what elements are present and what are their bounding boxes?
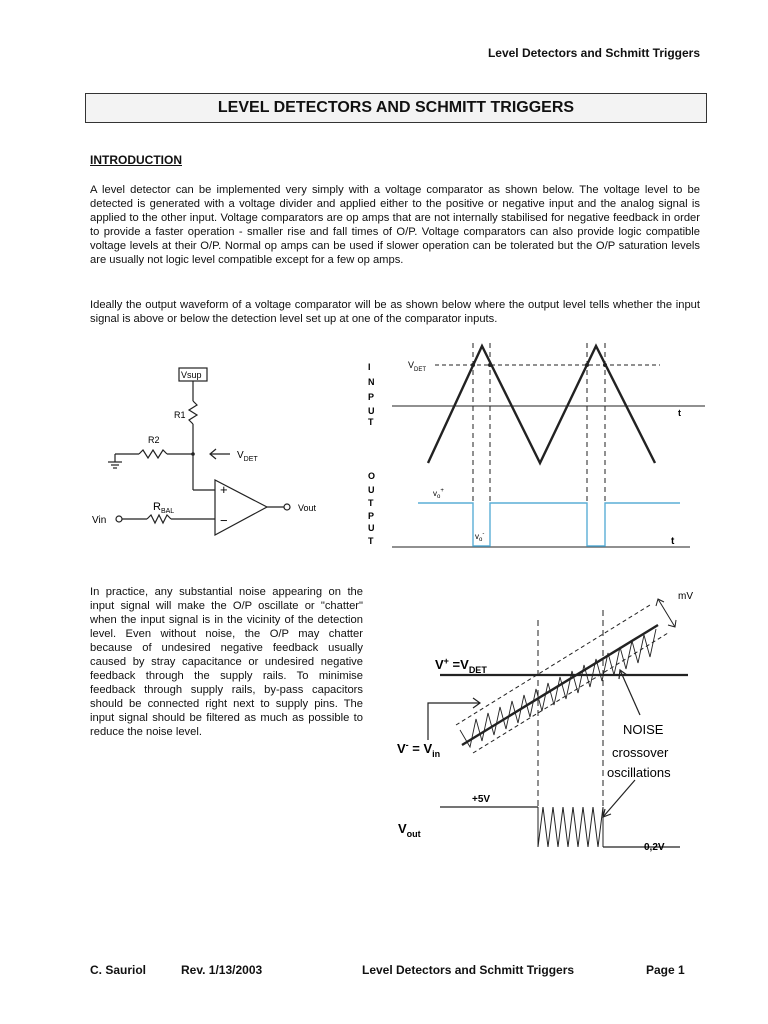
input-output-waveform	[360, 338, 720, 553]
vout-label: Vout	[298, 503, 317, 513]
noise-chatter-diagram	[390, 585, 710, 865]
footer-revision: Rev. 1/13/2003	[181, 963, 263, 977]
vout-chatter	[538, 807, 603, 847]
input-letter: U	[368, 406, 375, 416]
crossover-label: crossover	[612, 745, 669, 760]
triangle-input-signal	[428, 346, 655, 463]
noise-paragraph: In practice, any substantial noise appearing on the input signal will make the O/P oscillate or "chatter" when the input signal is in the vicinity of the detection level. Even without noise, the O/P may chatter because of undesired negative feedback usually caused by stray capacitance or undesired negative feedback through the supply rails. To minimise feedback through supply rails, by-pass capacitors should be connected right next to supply pins. The input signal should be filtered as much as possible to reduce the noise level.	[90, 586, 363, 738]
vo-plus-label: $v_o^+$	[433, 488, 444, 500]
output-t-label: t	[671, 536, 675, 547]
vo-minus-label: $v_o^-$	[475, 531, 485, 543]
noise-label: NOISE	[623, 722, 664, 737]
page-title	[85, 93, 707, 123]
r2-resistor	[139, 450, 167, 458]
input-letter: N	[368, 377, 375, 387]
comparator-circuit-diagram	[85, 355, 345, 545]
footer-title: Level Detectors and Schmitt Triggers	[362, 963, 575, 977]
r1-label: R1	[174, 410, 186, 420]
vplus-label: $V^+ =V_{DET}$	[435, 656, 487, 675]
rbal-label: $R_{BAL}$	[153, 501, 175, 515]
footer-page: Page 1	[646, 963, 685, 977]
output-letter: U	[368, 485, 375, 495]
rbal-resistor	[147, 515, 171, 523]
output-letter: T	[368, 536, 374, 546]
plus-input-sign: +	[220, 482, 228, 497]
input-letter: P	[368, 392, 375, 402]
comparator-output-signal	[418, 503, 680, 546]
input-t-label: t	[678, 408, 681, 418]
output-letter: U	[368, 523, 375, 533]
r1-resistor	[189, 401, 197, 424]
vsup-label: Vsup	[181, 370, 202, 380]
output-letter: T	[368, 498, 374, 508]
running-header: Level Detectors and Schmitt Triggers	[487, 46, 700, 60]
minus-input-sign: −	[220, 513, 228, 528]
plus5v-label: +5V	[472, 794, 491, 805]
vdet-label: $V_{DET}$	[237, 450, 258, 463]
r2-label: R2	[148, 435, 160, 445]
input-letter: T	[368, 417, 374, 427]
vout-label: $V_{out}$	[398, 821, 421, 839]
mv-label: mV	[678, 591, 693, 602]
vout-terminal[interactable]	[284, 504, 290, 510]
input-letter: I	[368, 362, 371, 372]
footer-author: C. Sauriol	[90, 963, 147, 977]
vminus-label: $V^- = V_{in}$	[397, 740, 441, 759]
intro-paragraph-2: Ideally the output waveform of a voltage comparator will be as shown below where the output level tells whether the input signal is above or below the detection level set up at one of the comparator inputs.	[90, 299, 700, 325]
vin-label: Vin	[92, 515, 107, 526]
vdet-wave-label: $V_{DET}$	[408, 360, 427, 373]
low-level-label: 0,2V	[644, 842, 665, 853]
section-heading: INTRODUCTION	[90, 153, 182, 167]
output-letter: O	[368, 471, 376, 481]
intro-paragraph-1: A level detector can be implemented very simply with a voltage comparator as shown below. The voltage level to be detected is generated with a voltage divider and applied either to the positive or negative input and the analog signal is applied to the other input. Voltage comparators are op amps that are not internally stabilised for negative feedback in order to provide a faster operation - smaller rise and fall times of O/P. Voltage comparators can also provide logic compatible voltage levels at their O/P. Normal op amps can be used if slower operation can be tolerated but the O/P saturation levels are usually not logic level compatible except for a few op amps.	[90, 184, 700, 266]
output-letter: P	[368, 511, 375, 521]
vin-terminal[interactable]	[116, 516, 122, 522]
oscillations-label: oscillations	[607, 765, 671, 780]
page-title-text: LEVEL DETECTORS AND SCHMITT TRIGGERS	[217, 99, 575, 116]
